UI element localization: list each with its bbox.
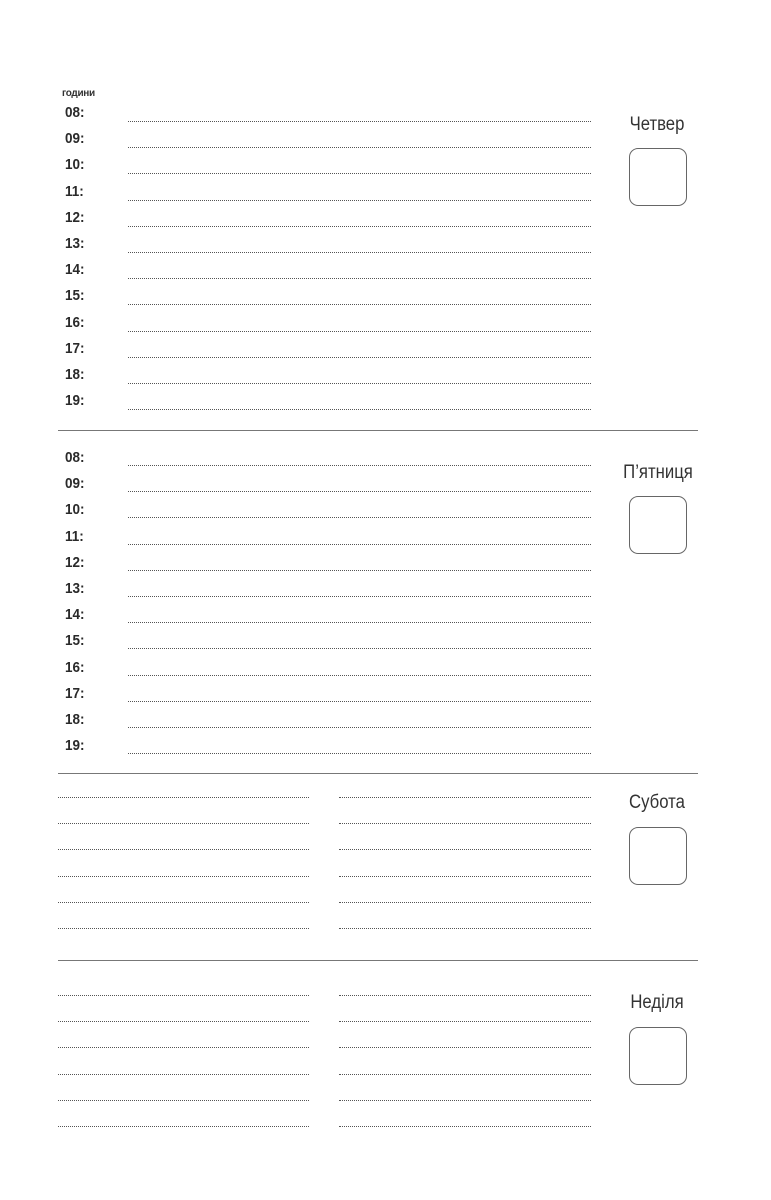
writing-line[interactable] <box>128 491 591 492</box>
writing-line[interactable] <box>128 147 591 148</box>
writing-line[interactable] <box>58 928 309 929</box>
writing-line[interactable] <box>128 517 591 518</box>
hour-label: 14: <box>65 606 85 624</box>
hour-label: 09: <box>65 130 85 148</box>
hour-label: 14: <box>65 261 85 279</box>
hour-label: 16: <box>65 313 85 331</box>
hour-label: 15: <box>65 632 85 650</box>
date-box-friday[interactable] <box>629 496 687 554</box>
writing-line[interactable] <box>339 797 591 798</box>
writing-line[interactable] <box>339 1074 591 1075</box>
writing-line[interactable] <box>58 876 309 877</box>
writing-line[interactable] <box>128 622 591 623</box>
writing-line[interactable] <box>58 1126 309 1127</box>
writing-line[interactable] <box>128 331 591 332</box>
hour-label: 12: <box>65 208 85 226</box>
writing-line[interactable] <box>128 675 591 676</box>
writing-line[interactable] <box>58 1100 309 1101</box>
hour-label: 10: <box>65 501 85 519</box>
hour-label: 17: <box>65 684 85 702</box>
section-divider <box>58 430 698 431</box>
writing-line[interactable] <box>58 995 309 996</box>
hour-label: 15: <box>65 287 85 305</box>
hours-caption: години <box>62 88 95 99</box>
hour-label: 18: <box>65 711 85 728</box>
writing-line[interactable] <box>339 902 591 903</box>
day-title-friday: П’ятниця <box>623 462 693 483</box>
hour-label: 19: <box>65 737 85 755</box>
writing-line[interactable] <box>58 1047 309 1048</box>
writing-line[interactable] <box>128 727 591 728</box>
writing-line[interactable] <box>128 570 591 571</box>
writing-line[interactable] <box>128 409 591 410</box>
section-divider <box>58 960 698 961</box>
writing-line[interactable] <box>128 121 591 122</box>
writing-line[interactable] <box>339 1126 591 1127</box>
writing-line[interactable] <box>339 849 591 850</box>
section-divider <box>58 773 698 774</box>
writing-line[interactable] <box>128 252 591 253</box>
writing-line[interactable] <box>339 876 591 877</box>
day-title-sunday: Неділя <box>630 992 684 1013</box>
writing-line[interactable] <box>128 753 591 754</box>
writing-line[interactable] <box>339 928 591 929</box>
writing-line[interactable] <box>128 173 591 174</box>
writing-line[interactable] <box>58 902 309 903</box>
hour-label: 08: <box>65 104 85 121</box>
writing-line[interactable] <box>128 648 591 649</box>
hour-label: 10: <box>65 156 85 174</box>
writing-line[interactable] <box>339 823 591 824</box>
hour-label: 13: <box>65 235 85 252</box>
writing-line[interactable] <box>128 304 591 305</box>
hour-label: 13: <box>65 580 85 597</box>
writing-line[interactable] <box>128 226 591 227</box>
writing-line[interactable] <box>128 701 591 702</box>
hour-label: 12: <box>65 553 85 571</box>
writing-line[interactable] <box>128 596 591 597</box>
writing-line[interactable] <box>339 995 591 996</box>
writing-line[interactable] <box>58 1021 309 1022</box>
writing-line[interactable] <box>58 849 309 850</box>
writing-line[interactable] <box>128 278 591 279</box>
writing-line[interactable] <box>339 1021 591 1022</box>
hour-label: 11: <box>65 527 84 545</box>
hour-label: 11: <box>65 182 84 200</box>
writing-line[interactable] <box>128 357 591 358</box>
writing-line[interactable] <box>128 465 591 466</box>
hour-label: 17: <box>65 339 85 357</box>
date-box-thursday[interactable] <box>629 148 687 206</box>
hour-label: 18: <box>65 366 85 383</box>
writing-line[interactable] <box>58 1074 309 1075</box>
hour-label: 08: <box>65 449 85 466</box>
day-title-thursday: Четвер <box>629 114 685 135</box>
day-title-saturday: Субота <box>629 792 685 813</box>
writing-line[interactable] <box>128 200 591 201</box>
date-box-sunday[interactable] <box>629 1027 687 1085</box>
hour-label: 16: <box>65 658 85 676</box>
writing-line[interactable] <box>58 823 309 824</box>
hour-label: 09: <box>65 475 85 493</box>
writing-line[interactable] <box>58 797 309 798</box>
writing-line[interactable] <box>128 544 591 545</box>
date-box-saturday[interactable] <box>629 827 687 885</box>
writing-line[interactable] <box>339 1047 591 1048</box>
writing-line[interactable] <box>128 383 591 384</box>
writing-line[interactable] <box>339 1100 591 1101</box>
hour-label: 19: <box>65 392 85 410</box>
